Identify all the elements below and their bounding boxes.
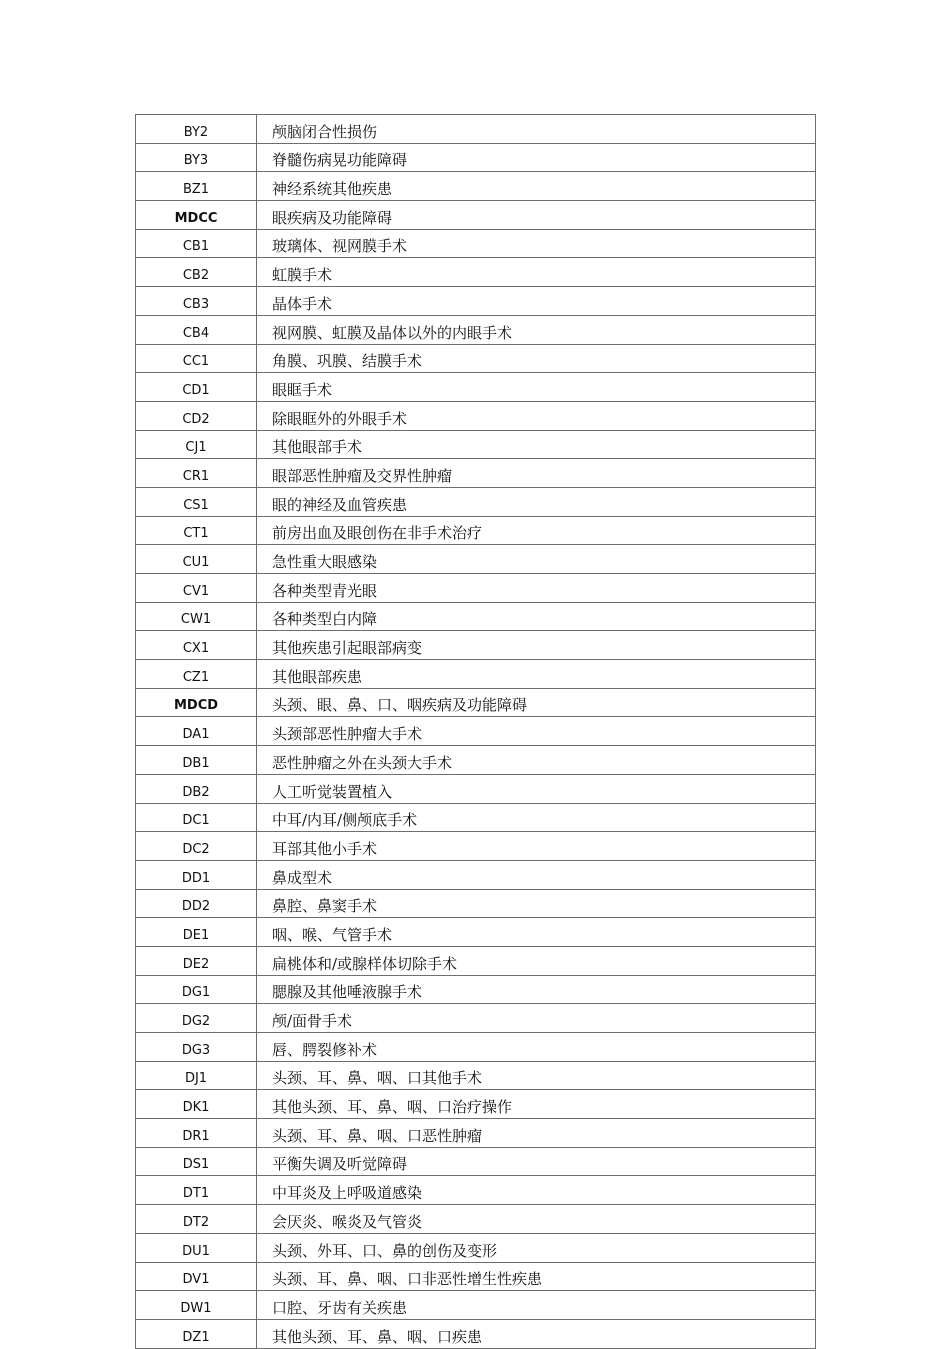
group-code-cell: CB4 (136, 315, 257, 344)
group-code-cell: CS1 (136, 487, 257, 516)
table-row (136, 172, 816, 201)
group-code-cell: DD1 (136, 860, 257, 889)
group-name-cell: 神经系统其他疾患 (257, 172, 816, 201)
group-code-cell: BZ1 (136, 172, 257, 201)
table-row (136, 373, 816, 402)
table-row (136, 115, 816, 144)
group-name-cell: 中耳/内耳/侧颅底手术 (257, 803, 816, 832)
group-name-cell: 各种类型青光眼 (257, 574, 816, 603)
group-code-cell: CZ1 (136, 660, 257, 689)
table-row (136, 717, 816, 746)
group-code-cell: DJ1 (136, 1061, 257, 1090)
group-name-cell: 唇、腭裂修补术 (257, 1033, 816, 1062)
group-code-cell: CX1 (136, 631, 257, 660)
group-code-cell: CB2 (136, 258, 257, 287)
group-code-cell: DB2 (136, 774, 257, 803)
group-code-cell: CV1 (136, 574, 257, 603)
group-code-cell: DT1 (136, 1176, 257, 1205)
table-row (136, 401, 816, 430)
group-code-cell: CB1 (136, 229, 257, 258)
group-name-cell: 晶体手术 (257, 287, 816, 316)
table-row (136, 516, 816, 545)
group-code-cell: CW1 (136, 602, 257, 631)
table-row (136, 946, 816, 975)
table-row (136, 1262, 816, 1291)
group-name-cell: 前房出血及眼创伤在非手术治疗 (257, 516, 816, 545)
table-row (136, 631, 816, 660)
table-row (136, 602, 816, 631)
group-code-cell: CC1 (136, 344, 257, 373)
group-name-cell: 头颈、耳、鼻、咽、口其他手术 (257, 1061, 816, 1090)
group-name-cell: 头颈部恶性肿瘤大手术 (257, 717, 816, 746)
drg-code-table (135, 114, 816, 1349)
group-code-cell: DZ1 (136, 1319, 257, 1348)
drg-code-table-container (135, 114, 816, 1349)
table-row (136, 287, 816, 316)
group-code-cell: CR1 (136, 459, 257, 488)
group-name-cell: 中耳炎及上呼吸道感染 (257, 1176, 816, 1205)
category-code-cell: MDCC (136, 201, 257, 230)
group-code-cell: BY2 (136, 115, 257, 144)
table-row (136, 229, 816, 258)
group-code-cell: DR1 (136, 1119, 257, 1148)
group-code-cell: CJ1 (136, 430, 257, 459)
group-code-cell: DW1 (136, 1291, 257, 1320)
table-row (136, 430, 816, 459)
group-name-cell: 除眼眶外的外眼手术 (257, 401, 816, 430)
group-name-cell: 其他眼部手术 (257, 430, 816, 459)
table-row (136, 1176, 816, 1205)
table-row (136, 975, 816, 1004)
group-name-cell: 鼻成型术 (257, 860, 816, 889)
group-name-cell: 恶性肿瘤之外在头颈大手术 (257, 746, 816, 775)
group-code-cell: DE2 (136, 946, 257, 975)
group-name-cell: 玻璃体、视网膜手术 (257, 229, 816, 258)
table-row (136, 1147, 816, 1176)
group-code-cell: CD2 (136, 401, 257, 430)
group-code-cell: DU1 (136, 1233, 257, 1262)
table-row (136, 1033, 816, 1062)
group-code-cell: CB3 (136, 287, 257, 316)
table-row (136, 459, 816, 488)
group-code-cell: DT2 (136, 1205, 257, 1234)
table-row (136, 143, 816, 172)
table-row (136, 832, 816, 861)
group-code-cell: DA1 (136, 717, 257, 746)
table-row (136, 545, 816, 574)
category-name-cell: 头颈、眼、鼻、口、咽疾病及功能障碍 (257, 688, 816, 717)
table-row (136, 1004, 816, 1033)
table-row (136, 1090, 816, 1119)
group-name-cell: 虹膜手术 (257, 258, 816, 287)
table-row (136, 258, 816, 287)
group-name-cell: 人工听觉装置植入 (257, 774, 816, 803)
group-name-cell: 耳部其他小手术 (257, 832, 816, 861)
group-name-cell: 眼的神经及血管疾患 (257, 487, 816, 516)
table-row (136, 574, 816, 603)
group-name-cell: 其他疾患引起眼部病变 (257, 631, 816, 660)
group-name-cell: 扁桃体和/或腺样体切除手术 (257, 946, 816, 975)
table-row (136, 487, 816, 516)
table-row (136, 1205, 816, 1234)
group-name-cell: 其他头颈、耳、鼻、咽、口治疗操作 (257, 1090, 816, 1119)
table-row (136, 774, 816, 803)
table-row (136, 315, 816, 344)
group-code-cell: DB1 (136, 746, 257, 775)
group-name-cell: 头颈、外耳、口、鼻的创伤及变形 (257, 1233, 816, 1262)
group-name-cell: 角膜、巩膜、结膜手术 (257, 344, 816, 373)
group-code-cell: DC1 (136, 803, 257, 832)
table-row (136, 344, 816, 373)
group-code-cell: CD1 (136, 373, 257, 402)
group-code-cell: DK1 (136, 1090, 257, 1119)
group-name-cell: 平衡失调及听觉障碍 (257, 1147, 816, 1176)
group-code-cell: CU1 (136, 545, 257, 574)
group-name-cell: 视网膜、虹膜及晶体以外的内眼手术 (257, 315, 816, 344)
group-name-cell: 各种类型白内障 (257, 602, 816, 631)
group-code-cell: CT1 (136, 516, 257, 545)
group-name-cell: 头颈、耳、鼻、咽、口非恶性增生性疾患 (257, 1262, 816, 1291)
table-row (136, 746, 816, 775)
group-name-cell: 会厌炎、喉炎及气管炎 (257, 1205, 816, 1234)
group-code-cell: DD2 (136, 889, 257, 918)
category-code-cell: MDCD (136, 688, 257, 717)
table-row (136, 889, 816, 918)
group-name-cell: 眼部恶性肿瘤及交界性肿瘤 (257, 459, 816, 488)
table-row (136, 1061, 816, 1090)
group-code-cell: DS1 (136, 1147, 257, 1176)
table-body (136, 115, 816, 1349)
group-code-cell: DG1 (136, 975, 257, 1004)
group-code-cell: DG2 (136, 1004, 257, 1033)
group-code-cell: DC2 (136, 832, 257, 861)
group-name-cell: 颅/面骨手术 (257, 1004, 816, 1033)
table-row (136, 803, 816, 832)
group-name-cell: 咽、喉、气管手术 (257, 918, 816, 947)
group-code-cell: BY3 (136, 143, 257, 172)
category-name-cell: 眼疾病及功能障碍 (257, 201, 816, 230)
table-row (136, 1291, 816, 1320)
group-name-cell: 脊髓伤病晃功能障碍 (257, 143, 816, 172)
table-row (136, 660, 816, 689)
table-row (136, 1233, 816, 1262)
table-row (136, 918, 816, 947)
group-code-cell: DG3 (136, 1033, 257, 1062)
table-row (136, 1119, 816, 1148)
group-name-cell: 头颈、耳、鼻、咽、口恶性肿瘤 (257, 1119, 816, 1148)
group-name-cell: 腮腺及其他唾液腺手术 (257, 975, 816, 1004)
group-name-cell: 口腔、牙齿有关疾患 (257, 1291, 816, 1320)
group-code-cell: DE1 (136, 918, 257, 947)
group-name-cell: 鼻腔、鼻窦手术 (257, 889, 816, 918)
group-name-cell: 颅脑闭合性损伤 (257, 115, 816, 144)
table-row (136, 860, 816, 889)
group-name-cell: 眼眶手术 (257, 373, 816, 402)
group-name-cell: 其他眼部疾患 (257, 660, 816, 689)
group-name-cell: 其他头颈、耳、鼻、咽、口疾患 (257, 1319, 816, 1348)
group-code-cell: DV1 (136, 1262, 257, 1291)
table-row (136, 201, 816, 230)
group-name-cell: 急性重大眼感染 (257, 545, 816, 574)
table-row (136, 688, 816, 717)
